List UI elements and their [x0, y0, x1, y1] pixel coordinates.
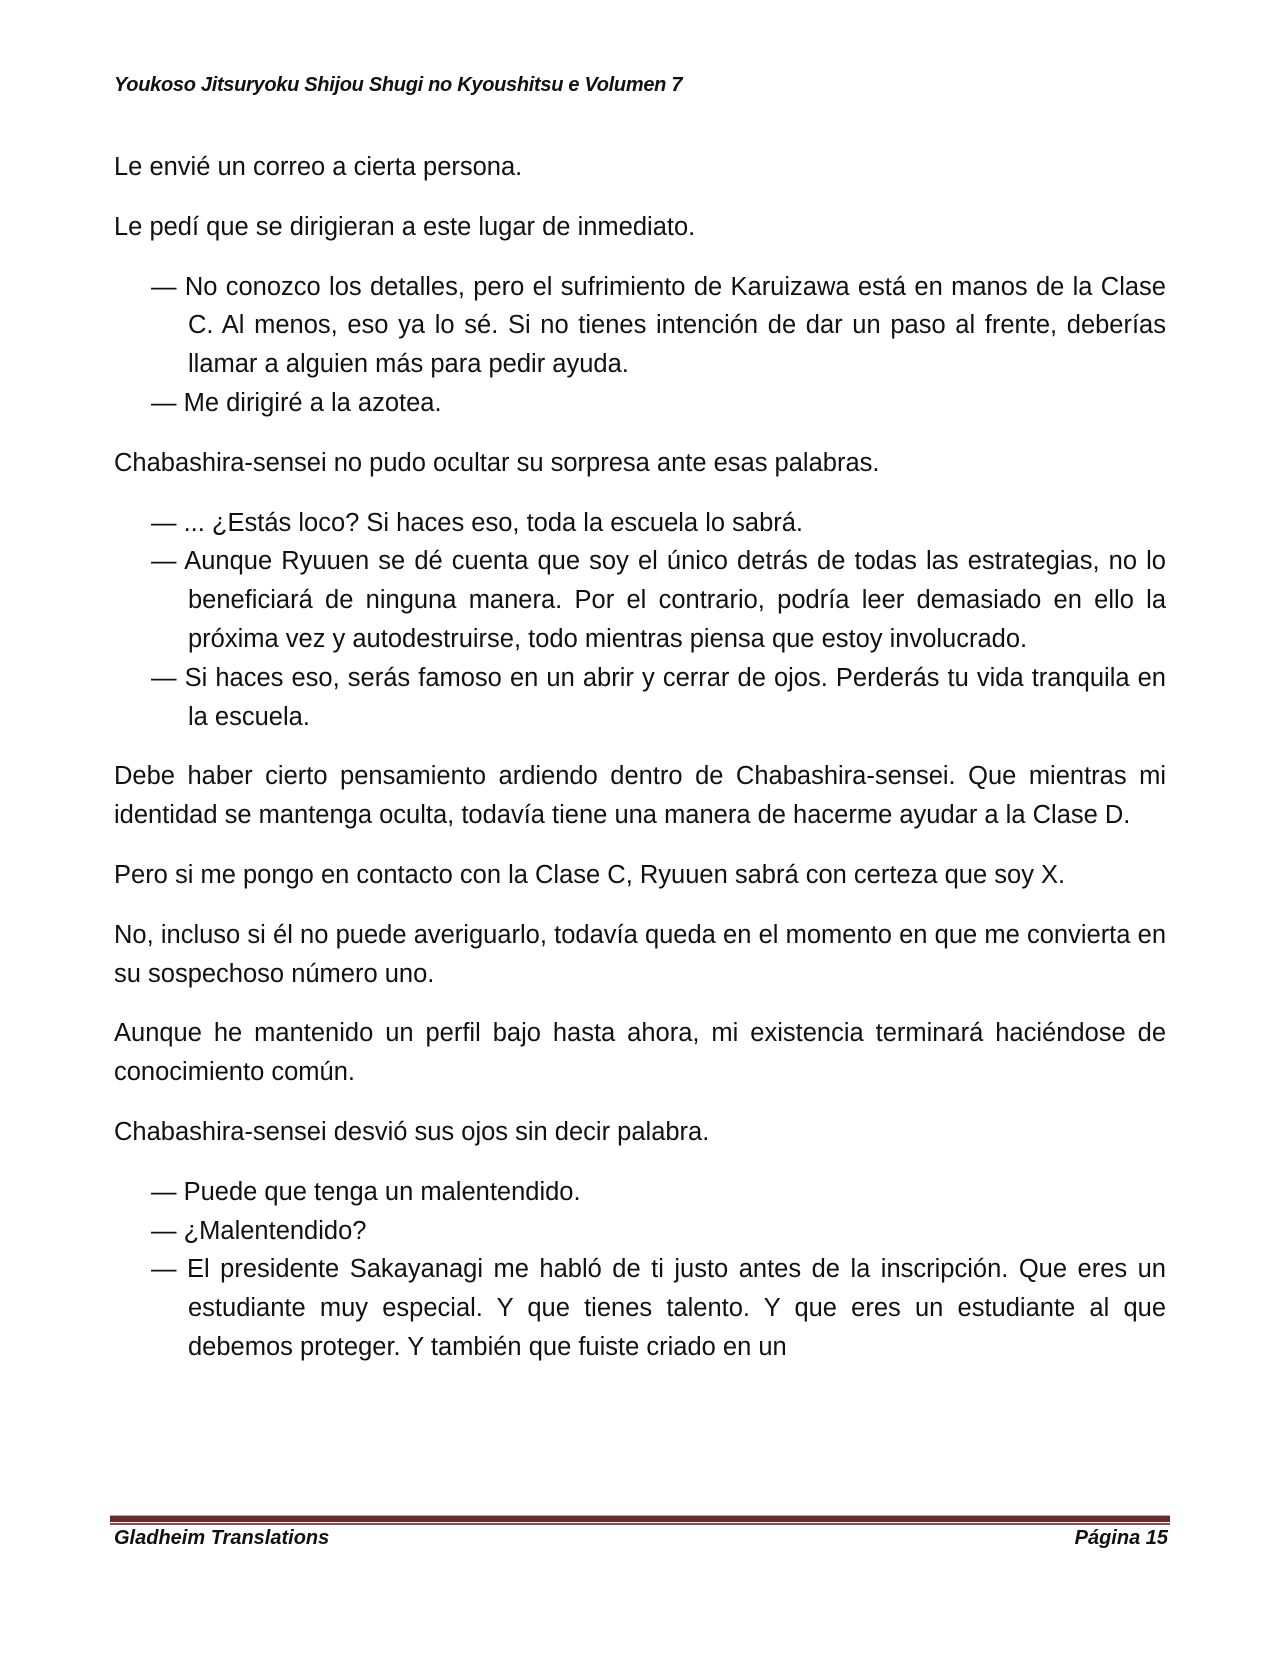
page-body	[114, 148, 1166, 1388]
dialogue-group	[151, 1173, 1166, 1367]
dialogue-group	[151, 268, 1166, 423]
dialogue-line: — Puede que tenga un malentendido.	[151, 1177, 581, 1206]
dialogue-line: — Me dirigiré a la azotea.	[151, 388, 442, 417]
paragraph: Le pedí que se dirigieran a este lugar de inmediato.	[114, 212, 696, 241]
paragraph: Chabashira-sensei no pudo ocultar su sorpresa ante esas palabras.	[114, 448, 880, 477]
dialogue-line: — Aunque Ryuuen se dé cuenta que soy el único detrás de todas las estrategias, no lo beneficiará de ninguna manera. Por el contrario, podría leer demasiado en ello la próxima vez y autodestruirse, todo mientras piensa que estoy involucrado.	[151, 547, 1166, 653]
dialogue-line: — No conozco los detalles, pero el sufrimiento de Karuizawa está en manos de la Clase C. Al menos, eso ya lo sé. Si no tienes intención de dar un paso al frente, deberías llamar a alguien más para pedir ayuda.	[151, 272, 1166, 379]
paragraph: Debe haber cierto pensamiento ardiendo dentro de Chabashira-sensei. Que mientras mi identidad se mantenga oculta, todavía tiene una manera de hacerme ayudar a la Clase D.	[114, 762, 1166, 830]
dialogue-group	[151, 504, 1166, 737]
dialogue-line: — El presidente Sakayanagi me habló de ti justo antes de la inscripción. Que eres un estudiante muy especial. Y que tienes talento. Y que eres un estudiante al que debemos proteger. Y también que fuiste criado en un	[151, 1255, 1166, 1361]
footer-translator: Gladheim Translations	[114, 1527, 330, 1549]
page-number: Página 15	[1074, 1527, 1168, 1549]
dialogue-line: — ... ¿Estás loco? Si haces eso, toda la escuela lo sabrá.	[151, 508, 804, 537]
paragraph: No, incluso si él no puede averiguarlo, todavía queda en el momento en que me convierta en su sospechoso número uno.	[114, 920, 1166, 988]
paragraph: Pero si me pongo en contacto con la Clase C, Ryuuen sabrá con certeza que soy X.	[114, 860, 1066, 889]
dialogue-line: — Si haces eso, serás famoso en un abrir y cerrar de ojos. Perderás tu vida tranquila en la escuela.	[151, 663, 1166, 731]
paragraph: Chabashira-sensei desvió sus ojos sin decir palabra.	[114, 1117, 710, 1146]
footer-rule	[110, 1515, 1170, 1522]
paragraph: Le envié un correo a cierta persona.	[114, 153, 523, 181]
paragraph: Aunque he mantenido un perfil bajo hasta ahora, mi existencia terminará haciéndose de conocimiento común.	[114, 1019, 1166, 1087]
footer-rule-thin	[110, 1523, 1170, 1525]
running-header: Youkoso Jitsuryoku Shijou Shugi no Kyoushitsu e Volumen 7	[114, 74, 683, 96]
dialogue-line: — ¿Malentendido?	[151, 1216, 367, 1245]
